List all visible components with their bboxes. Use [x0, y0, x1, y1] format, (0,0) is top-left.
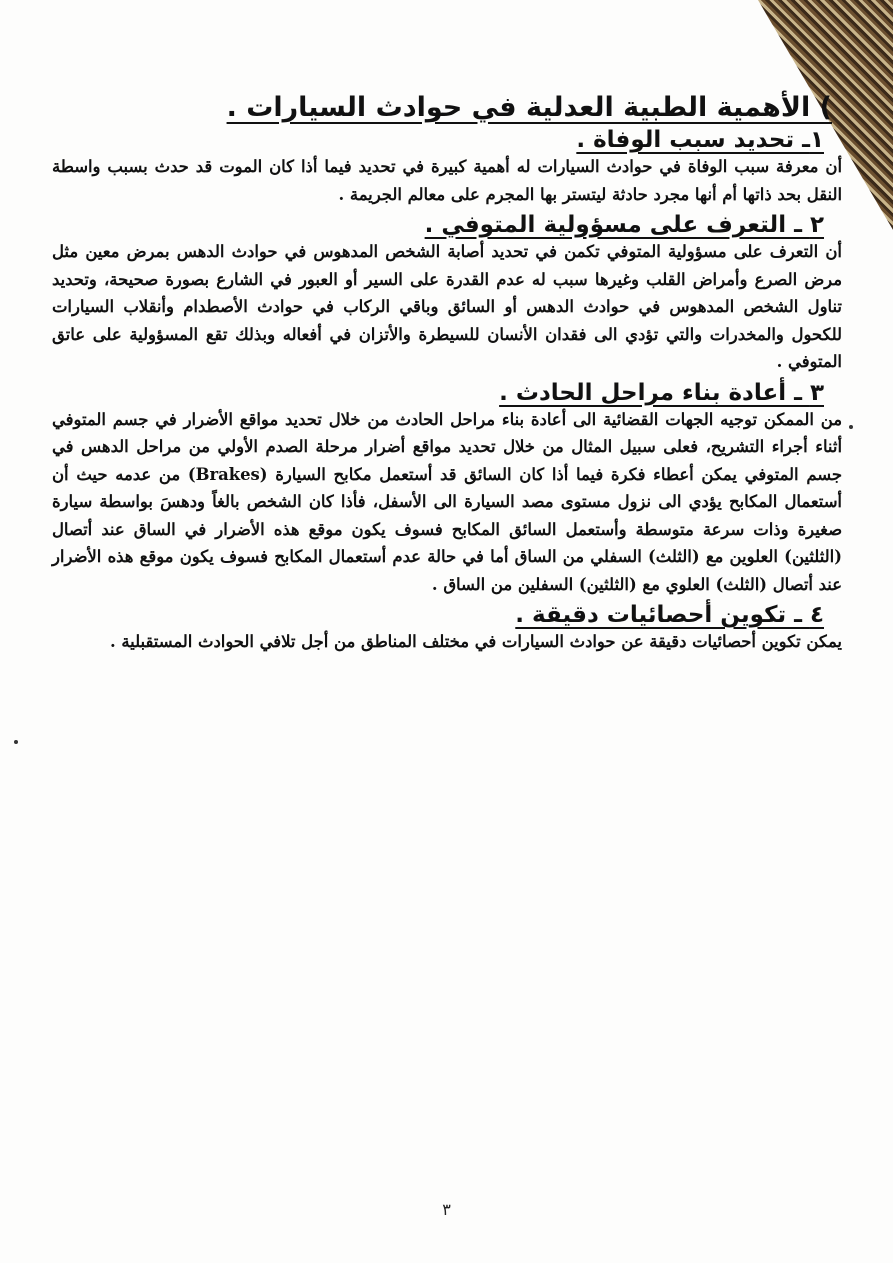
section-text-deceased-responsibility: أن التعرف على مسؤولية المتوفي تكمن في تحديد أصابة الشخص المدهوس في حوادث الدهس بمرض معين مثل مرض الصرع وأمراض القلب وغيرها سبب له عدم القدرة على السير أو العبور في الشارع بصورة صحيحة، وتحديد تناول الشخص المدهوس في حوادث الدهس أو السائق وباقي الركاب في حوادث الأصطدام وأنقلاب السيارات للكحول والمخدرات والتي تؤدي الى فقدان الأنسان للسيطرة والأتزان في أفعاله وبذلك تقع المسؤولية على عاتق المتوفي . — [52, 242, 842, 371]
section-text-statistics: يمكن تكوين أحصائيات دقيقة عن حوادث السيارات في مختلف المناطق من أجل تلافي الحوادث المستقبلية . — [109, 632, 842, 651]
section-heading-deceased-responsibility: ٢ ـ التعرف على مسؤولية المتوفي . — [424, 212, 824, 238]
section-heading-statistics: ٤ ـ تكوين أحصائيات دقيقة . — [515, 602, 824, 628]
scan-speck — [14, 740, 18, 744]
section-heading-accident-reconstruction: ٣ ـ أعادة بناء مراحل الحادث . — [499, 379, 824, 406]
page-number: ٣ — [442, 1200, 451, 1219]
document-title: ) الأهمية الطبية العدلية في حوادث السيارات . — [226, 92, 832, 123]
section-heading-cause-of-death: ١ـ تحديد سبب الوفاة . — [576, 127, 824, 153]
section-text-cause-of-death: أن معرفة سبب الوفاة في حوادث السيارات له أهمية كبيرة في تحديد فيما أذا كان الموت قد حدث بسبب واسطة النقل بحد ذاتها أم أنها مجرد حادثة ليتستر بها المجرم على معالم الجريمة . — [52, 157, 842, 204]
scan-speck — [849, 425, 853, 429]
section-text-accident-reconstruction: من الممكن توجيه الجهات القضائية الى أعادة بناء مراحل الحادث من خلال تحديد مواقع الأضرار في جسم المتوفي أثناء أجراء التشريح، فعلى سبيل المثال من خلال تحديد مواقع أضرار مرحلة الصدم الأولي من مراحل الدهس في جسم المتوفي يمكن أعطاء فكرة فيما أذا كان السائق قد أستعمل مكابح السيارة (Brakes) من عدمه حيث أن أستعمال المكابح يؤدي الى نزول مستوى مصد السيارة الى الأسفل، فأذا كان الشخص بالغاً ودهسَ بواسطة سيارة صغيرة وذات سرعة متوسطة وأستعمل السائق المكابح فسوف يكون موقع هذه الأضرار في الساق عند أتصال (الثلثين) العلوين مع (الثلث) السفلي من الساق أما في حالة عدم أستعمال المكابح فسوف يكون موقع هذه الأضرار عند أتصال (الثلث) العلوي مع (الثلثين) السفلين من الساق . — [52, 409, 842, 594]
document-body — [52, 92, 842, 656]
